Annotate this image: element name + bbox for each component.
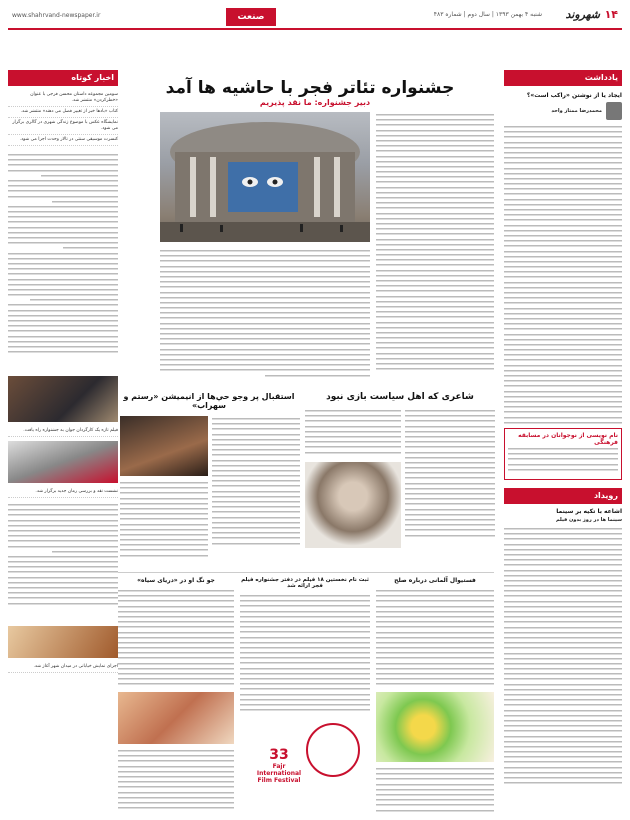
bottom-col-sea xyxy=(118,577,234,809)
note-headline: ایجاد یا از نوشتن «راکب است»؟ xyxy=(526,92,622,99)
event-text xyxy=(504,526,622,816)
short-news-title: اخبار کوتاه xyxy=(8,70,118,86)
event-headline: اشاعه با تکیه بر سینما xyxy=(556,508,622,515)
short-news-text xyxy=(8,152,118,372)
short-news-text-2 xyxy=(8,502,118,622)
author-name: محمدرضا ممتاز واحد xyxy=(551,108,602,114)
poet-photo xyxy=(305,462,401,548)
animation-headline: استقبال پر وجو حي‌ها از انیمیشن «رستم و سهراب» xyxy=(123,392,295,410)
events-section-title: رویداد xyxy=(504,488,622,504)
main-article-text-2 xyxy=(160,248,370,382)
section-tag: صنعت فیلم xyxy=(226,8,276,26)
date-line: شنبه ۴ بهمن ۱۳۹۳ | سال دوم | شماره ۴۸۳ xyxy=(433,11,542,18)
list-item: نمایشگاه عکس با موضوع زندگی شهری در گالری برگزار می شود. xyxy=(8,118,118,135)
fajr-headline: ثبت نام نخستین ۱۸ فیلم در دفتر جشنواره فیلم فجر ارائه شد xyxy=(241,577,369,589)
list-item: کتاب «بادها خبر از تغییر فصل می دهند» منتشر شد. xyxy=(8,107,118,118)
news-photo-1 xyxy=(8,376,118,422)
page-number: ۱۴ xyxy=(604,8,618,21)
animation-article xyxy=(118,392,300,562)
fajr-emblem xyxy=(306,723,360,777)
bottom-col-peace xyxy=(376,577,494,809)
list-item: نشست نقد و بررسی رمان جدید برگزار شد. xyxy=(8,487,118,498)
main-subheadline: دبیر جشنواره: ما نقد پذیریم xyxy=(259,98,371,107)
list-item: فیلم تازه یک کارگردان جوان به جشنواره راه یافت. xyxy=(8,426,118,437)
festival-line3: Film Festival xyxy=(257,777,301,784)
author-block xyxy=(504,102,622,120)
list-item: کنسرت موسیقی سنتی در تالار وحدت اجرا می شود. xyxy=(8,135,118,146)
newspaper-name: شهروند xyxy=(565,8,600,21)
peace-poster xyxy=(376,692,494,762)
festival-line1: Fajr xyxy=(272,763,286,770)
main-article-text xyxy=(376,112,494,382)
note-section-title: یادداشت xyxy=(504,70,622,86)
sea-headline: جو نگ او در «دریای سیاه» xyxy=(137,577,215,584)
note-text xyxy=(504,124,622,424)
author-avatar xyxy=(606,102,622,120)
poet-headline: شاعری که اهل سیاست بازی نبود xyxy=(326,392,474,402)
short-news-column xyxy=(8,70,118,812)
news-photo-3 xyxy=(8,626,118,658)
poet-text xyxy=(405,408,495,558)
poet-article xyxy=(305,392,495,562)
event-subheadline: سینما ها در روز بدون فیلم xyxy=(555,517,622,523)
list-item: اجرای نمایش خیابانی در میدان شهر آغاز شد. xyxy=(8,662,118,673)
festival-line2: International xyxy=(256,770,302,777)
list-item: سومین مجموعه داستان محسن فرجی با عنوان «خطرکردن» منتشر شد. xyxy=(8,90,118,107)
peace-headline: فستیوال آلمانی درباره صلح xyxy=(394,577,476,584)
page-header xyxy=(8,8,622,40)
site-url[interactable]: www.shahrvand-newspaper.ir xyxy=(12,12,101,19)
actor-photo xyxy=(118,692,234,744)
main-headline: جشنواره تئاتر فجر با حاشیه ها آمد xyxy=(165,78,455,98)
bottom-section xyxy=(118,572,494,813)
animation-photo xyxy=(120,416,208,476)
animation-text xyxy=(212,416,300,566)
highlight-box xyxy=(504,428,622,480)
right-column xyxy=(504,70,622,812)
bottom-col-fajr xyxy=(240,577,370,809)
theater-illustration xyxy=(160,112,370,242)
box-headline: نام نویسی از نوجوانان در مسابقه فرهنگی xyxy=(518,432,618,446)
short-news-list xyxy=(8,90,118,146)
fajr-logo xyxy=(240,717,370,807)
news-photo-2 xyxy=(8,441,118,483)
festival-number: 33 xyxy=(269,747,289,763)
theater-photo xyxy=(160,112,370,242)
